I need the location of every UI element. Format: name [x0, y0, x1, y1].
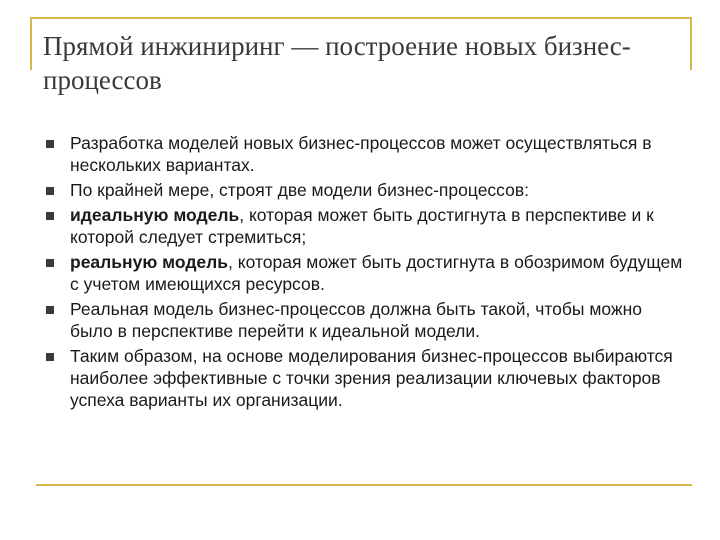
bullet-item	[46, 179, 686, 201]
square-bullet-icon	[46, 187, 54, 195]
bullet-list	[46, 132, 686, 414]
bullet-text: Таким образом, на основе моделирования бизнес-процессов выбираются наиболее эффективные с точки зрения реализации ключевых факторов успеха варианты их организации.	[70, 346, 673, 410]
bullet-item	[46, 345, 686, 411]
frame-line-bottom	[36, 484, 692, 486]
square-bullet-icon	[46, 353, 54, 361]
bullet-text: По крайней мере, строят две модели бизнес-процессов:	[70, 180, 530, 200]
frame-line-top	[30, 17, 692, 19]
frame-line-left	[30, 17, 32, 70]
slide-title: Прямой инжиниринг — построение новых бизнес-процессов	[43, 31, 631, 95]
square-bullet-icon	[46, 140, 54, 148]
bullet-text: Разработка моделей новых бизнес-процессов может осуществляться в нескольких вариантах.	[70, 133, 652, 175]
bullet-bold-term: идеальную модель	[70, 205, 240, 225]
bullet-text: , которая может быть достигнута в перспективе и к которой следует стремиться;	[70, 205, 654, 247]
bullet-text: , которая может быть достигнута в обозримом будущем с учетом имеющихся ресурсов.	[70, 252, 683, 294]
square-bullet-icon	[46, 259, 54, 267]
bullet-bold-term: реальную модель	[70, 252, 229, 272]
bullet-item	[46, 204, 686, 248]
bullet-item	[46, 298, 686, 342]
frame-line-right	[690, 17, 692, 70]
square-bullet-icon	[46, 306, 54, 314]
square-bullet-icon	[46, 212, 54, 220]
bullet-text: Реальная модель бизнес-процессов должна быть такой, чтобы можно было в перспективе перейти к идеальной модели.	[70, 299, 643, 341]
bullet-item	[46, 251, 686, 295]
bullet-item	[46, 132, 686, 176]
